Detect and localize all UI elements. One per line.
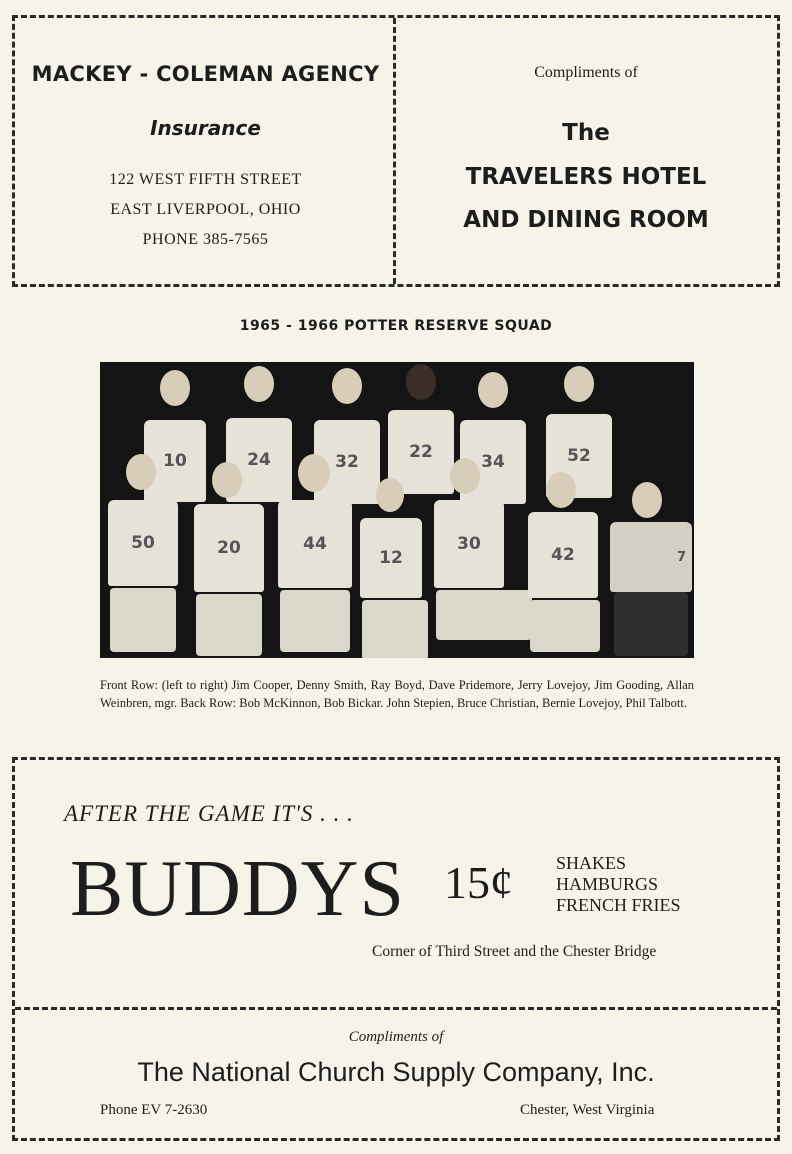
church-company-name: The National Church Supply Company, Inc. (137, 1057, 655, 1087)
jersey-number: 44 (278, 500, 352, 588)
hotel-the: The (562, 120, 610, 146)
buddys-item-shakes: SHAKES (556, 853, 627, 873)
jersey-number: 22 (388, 410, 454, 494)
photo-caption: Front Row: (left to right) Jim Cooper, Denny Smith, Ray Boyd, Dave Pridemore, Jerry Lovejoy, Jim Gooding, Allan Weinbren, mgr. Back Row: Bob McKinnon, Bob Bickar. John Stepien, Bruce Christian, Bernie Lovejoy, Phil Talbott. (100, 678, 694, 710)
jersey-number: 42 (528, 512, 598, 598)
hotel-name-1: TRAVELERS HOTEL (465, 164, 707, 190)
church-location: Chester, West Virginia (520, 1102, 655, 1118)
bottom-ad-divider (15, 1007, 777, 1010)
jersey-number: 50 (108, 500, 178, 586)
buddys-item-fries: FRENCH FRIES (556, 895, 681, 915)
jersey-number: 24 (226, 418, 292, 502)
buddys-price: 15¢ (444, 857, 513, 908)
jersey-number: 34 (460, 420, 526, 504)
hotel-compliments: Compliments of (534, 64, 638, 81)
agency-address-1: 122 WEST FIFTH STREET (109, 171, 302, 188)
agency-address-2: EAST LIVERPOOL, OHIO (110, 201, 301, 218)
jersey-number: 12 (360, 518, 422, 598)
buddys-location: Corner of Third Street and the Chester Bridge (372, 943, 657, 960)
buddys-item-hamburgs: HAMBURGS (556, 874, 659, 894)
agency-name: MACKEY - COLEMAN AGENCY (31, 62, 380, 86)
jersey-number: 30 (434, 500, 504, 588)
church-compliments: Compliments of (348, 1029, 444, 1045)
agency-type: Insurance (150, 116, 261, 140)
team-photo (100, 362, 694, 658)
church-phone: Phone EV 7-2630 (100, 1102, 208, 1118)
squad-title: 1965 - 1966 POTTER RESERVE SQUAD (239, 318, 553, 334)
buddys-name: BUDDYS (70, 845, 405, 933)
jersey-number: 32 (314, 420, 380, 504)
jersey-number: 7 (610, 522, 692, 592)
jersey-number: 10 (144, 420, 206, 502)
buddys-headline: AFTER THE GAME IT'S . . . (64, 801, 354, 826)
top-ad-divider (393, 18, 396, 284)
jersey-number: 52 (546, 414, 612, 498)
jersey-number: 20 (194, 504, 264, 592)
agency-phone: PHONE 385-7565 (142, 231, 269, 248)
hotel-name-2: AND DINING ROOM (463, 207, 709, 233)
